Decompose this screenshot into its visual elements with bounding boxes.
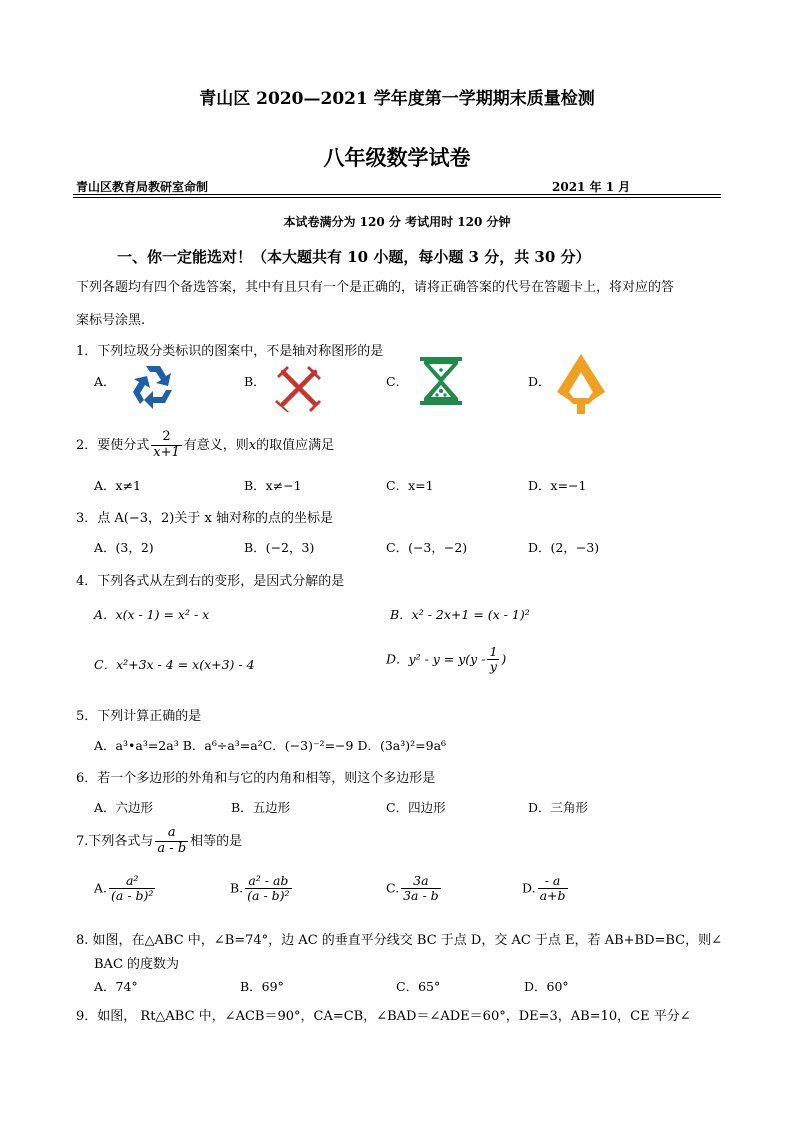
q7-stem-a: 7.下列各式与 [76,833,154,849]
question-4-stem: 4．下列各式从左到右的变形，是因式分解的是 [76,574,345,589]
q7-option-b [230,874,294,904]
q4-d-fraction [487,645,499,675]
q4-option-a: A．x(x - 1) = x² - x [94,607,210,622]
q7-option-d [522,874,570,904]
q7-a-numerator: a² [109,874,155,889]
q7-a-label: A. [94,880,108,896]
question-8-line-1: 8. 如图，在△ABC 中，∠B=74°，边 AC 的垂直平分线交 BC 于点 D，交 AC 于点 E，若 AB+BD=BC，则∠ [76,933,723,948]
q7-b-numerator: a² - ab [245,874,291,889]
exam-subtitle: 八年级数学试卷 [323,145,471,170]
q7-a-fraction [109,874,155,904]
q6-option-c: C．四边形 [386,800,446,815]
question-3-stem: 3．点 A(−3，2)关于 x 轴对称的点的坐标是 [76,511,333,526]
q2-numerator: 2 [151,430,182,446]
recycle-icon [126,360,180,414]
hazard-cross-icon [275,364,323,412]
q4-option-d-text: D．y² - y = y(y - [386,651,486,667]
issuer-label: 青山区教育局教研室命制 [76,180,209,194]
q4-d-close: ) [501,651,507,667]
q7-fraction [155,826,188,857]
question-1-stem: 1．下列垃圾分类标识的图案中，不是轴对称图形的是 [76,344,384,359]
q7-b-fraction [245,874,291,904]
kitchen-waste-icon [418,355,464,407]
q7-a-denominator: (a - b)² [111,888,154,904]
header-rule-bottom [73,197,721,198]
question-5-stem: 5．下列计算正确的是 [76,709,202,724]
question-8-line-2: BAC 的度数为 [94,957,180,972]
q7-c-label: C. [386,880,400,896]
q3-option-d: D．(2，−3) [528,540,600,555]
q7-c-numerator: 3a [401,874,441,889]
q8-option-c: C．65° [396,979,441,994]
q7-numerator: a [155,826,188,842]
question-9-line-1: 9．如图， Rt△ABC 中，∠ACB＝90°，CA=CB，∠BAD＝∠ADE＝60°，DE=3，AB=10，CE 平分∠ [76,1009,691,1024]
q2-var: x [248,437,257,453]
q8-option-a: A．74° [94,979,138,994]
q8-option-d: D．60° [524,979,569,994]
q4-d-numerator: 1 [489,644,498,659]
q7-b-denominator: (a - b)² [247,888,290,904]
q7-d-fraction [538,874,568,904]
q2-denominator: x+1 [153,444,180,460]
q2-option-b: B．x≠−1 [244,478,302,493]
q4-option-c: C．x²+3x - 4 = x(x+3) - 4 [94,657,255,672]
q1-option-d-label: D． [528,374,551,389]
q7-d-numerator: - a [538,874,568,889]
q2-stem-b: 有意义，则 [183,437,249,453]
question-2-stem [76,430,334,461]
q7-d-denominator: a+b [539,888,566,904]
instructions-line-2: 案标号涂黑. [76,313,146,328]
q6-option-a: A．六边形 [94,800,154,815]
q2-option-c: C．x=1 [386,478,434,493]
q1-option-a-label: A． [94,374,116,389]
q1-option-b-label: B． [244,374,266,389]
exam-info: 本试卷满分为 120 分 考试用时 120 分钟 [283,215,511,229]
section-heading: 一、你一定能选对！（本大题共有 10 小题，每小题 3 分，共 30 分） [117,248,591,266]
q4-option-b: B．x² - 2x+1 = (x - 1)² [390,607,530,622]
q7-c-denominator: 3a - b [403,888,439,904]
q2-option-d: D．x=−1 [528,478,587,493]
q5-options: A．a³•a³=2a³ B．a⁶÷a³=a²C．(−3)⁻²=−9 D．(3a³)²=9a⁶ [94,738,447,753]
q4-option-d [386,645,506,675]
q7-option-c [386,874,443,904]
question-6-stem: 6．若一个多边形的外角和与它的内角和相等，则这个多边形是 [76,771,436,786]
q7-b-label: B. [230,880,244,896]
q7-stem-b: 相等的是 [190,833,243,849]
header-rule-top [73,194,721,195]
q3-option-a: A．(3，2) [94,540,154,555]
q1-option-c-label: C． [386,374,409,389]
exam-title: 青山区 2020—2021 学年度第一学期期末质量检测 [199,89,595,109]
q7-c-fraction [401,874,441,904]
q2-fraction [151,430,182,461]
q7-d-label: D. [522,880,536,896]
q4-d-denominator: y [489,659,497,675]
instructions-line-1: 下列各题均有四个备选答案，其中有且只有一个是正确的，请将正确答案的代号在答题卡上，将对应的答 [76,280,675,295]
q2-stem-c: 的取值应满足 [256,437,335,453]
q3-option-b: B．(−2，3) [244,540,315,555]
q7-denominator: a - b [157,840,187,856]
q6-option-d: D．三角形 [528,800,589,815]
question-7-stem [76,826,242,857]
exam-date: 2021 年 1 月 [552,180,631,194]
q2-stem-a: 2．要使分式 [76,437,150,453]
q3-option-c: C．(−3，−2) [386,540,468,555]
q6-option-b: B．五边形 [231,800,291,815]
arrow-triangle-icon [553,352,609,416]
q2-option-a: A．x≠1 [94,478,142,493]
q8-option-b: B．69° [240,979,284,994]
q7-option-a [94,874,157,904]
